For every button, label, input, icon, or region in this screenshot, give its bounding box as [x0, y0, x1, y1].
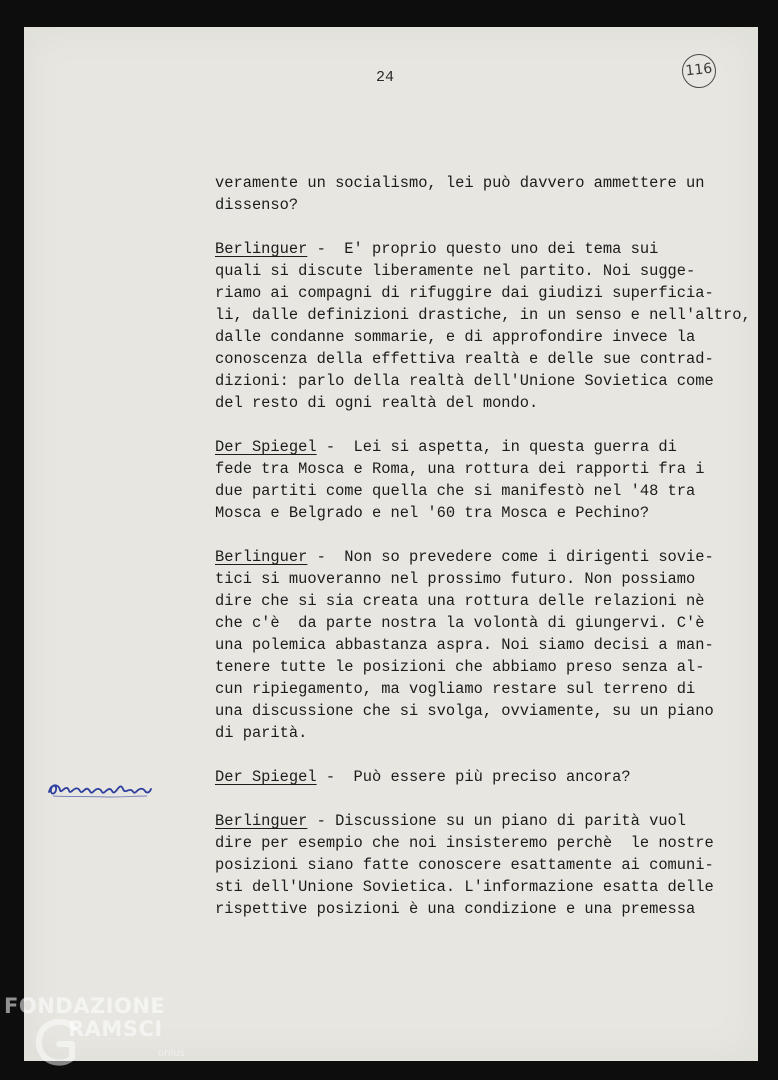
- speaker-lead-text: - Può essere più preciso ancora?: [316, 768, 631, 786]
- paragraph: [215, 546, 760, 744]
- text-line: che c'è da parte nostra la volontà di giungervi. C'è: [215, 614, 705, 632]
- text-line: conoscenza della effettiva realtà e delle sue contrad-: [215, 350, 714, 368]
- text-line: fede tra Mosca e Roma, una rottura dei rapporti fra i: [215, 460, 705, 478]
- text-line: li, dalle definizioni drastiche, in un senso e nell'altro,: [215, 306, 751, 324]
- text-line: tici si muoveranno nel prossimo futuro. Non possiamo: [215, 570, 696, 588]
- handwritten-scribble: [47, 776, 153, 800]
- text-line: Mosca e Belgrado e nel '60 tra Mosca e Pechino?: [215, 504, 650, 522]
- paragraph: [215, 810, 760, 920]
- text-line: [215, 546, 760, 568]
- text-line: posizioni siano fatte conoscere esattamente ai comuni-: [215, 856, 714, 874]
- watermark-text: RAMSCI: [68, 1017, 163, 1041]
- paragraph: [215, 172, 760, 216]
- text-line: dire che si sia creata una rottura delle relazioni nè: [215, 592, 705, 610]
- text-line: cun ripiegamento, ma vogliamo restare sul terreno di: [215, 680, 696, 698]
- fondazione-gramsci-watermark: [0, 994, 200, 1080]
- text-line: del resto di ogni realtà del mondo.: [215, 394, 539, 412]
- page-number: 24: [376, 69, 395, 86]
- speaker-name: Der Spiegel: [215, 438, 317, 456]
- speaker-name: Berlinguer: [215, 240, 308, 258]
- text-line: due partiti come quella che si manifestò nel '48 tra: [215, 482, 696, 500]
- text-line: sti dell'Unione Sovietica. L'informazione esatta delle: [215, 878, 714, 896]
- archive-stamp-number: 116: [680, 52, 717, 89]
- text-line: una polemica abbastanza aspra. Noi siamo decisi a man-: [215, 636, 714, 654]
- speaker-lead-text: - Discussione su un piano di parità vuol: [307, 812, 687, 830]
- speaker-lead-text: - E' proprio questo uno dei tema sui: [307, 240, 659, 258]
- text-line: rispettive posizioni è una condizione e una premessa: [215, 900, 696, 918]
- text-line: veramente un socialismo, lei può davvero ammettere un: [215, 174, 705, 192]
- watermark-subtext: onlus: [158, 1048, 185, 1059]
- text-line: [215, 436, 760, 458]
- text-line: di parità.: [215, 724, 308, 742]
- text-line: [215, 766, 760, 788]
- speaker-name: Berlinguer: [215, 548, 308, 566]
- speaker-name: Der Spiegel: [215, 768, 317, 786]
- text-line: riamo ai compagni di rifuggire dai giudizi superficia-: [215, 284, 714, 302]
- text-line: dissenso?: [215, 196, 299, 214]
- text-line: [215, 238, 760, 260]
- watermark-text: FONDAZIONE: [4, 994, 166, 1018]
- paragraph: [215, 766, 760, 788]
- text-line: tenere tutte le posizioni che abbiamo preso senza al-: [215, 658, 705, 676]
- speaker-name: Berlinguer: [215, 812, 308, 830]
- text-line: [215, 810, 760, 832]
- text-line: dizioni: parlo della realtà dell'Unione Sovietica come: [215, 372, 714, 390]
- text-line: dalle condanne sommarie, e di approfondire invece la: [215, 328, 696, 346]
- typewritten-text: [215, 172, 760, 942]
- paragraph: [215, 436, 760, 524]
- speaker-lead-text: - Non so prevedere come i dirigenti sovie-: [307, 548, 714, 566]
- paragraph: [215, 238, 760, 414]
- speaker-lead-text: - Lei si aspetta, in questa guerra di: [316, 438, 677, 456]
- text-line: una discussione che si svolga, ovviamente, su un piano: [215, 702, 714, 720]
- text-line: dire per esempio che noi insisteremo perchè le nostre: [215, 834, 714, 852]
- text-line: quali si discute liberamente nel partito. Noi sugge-: [215, 262, 696, 280]
